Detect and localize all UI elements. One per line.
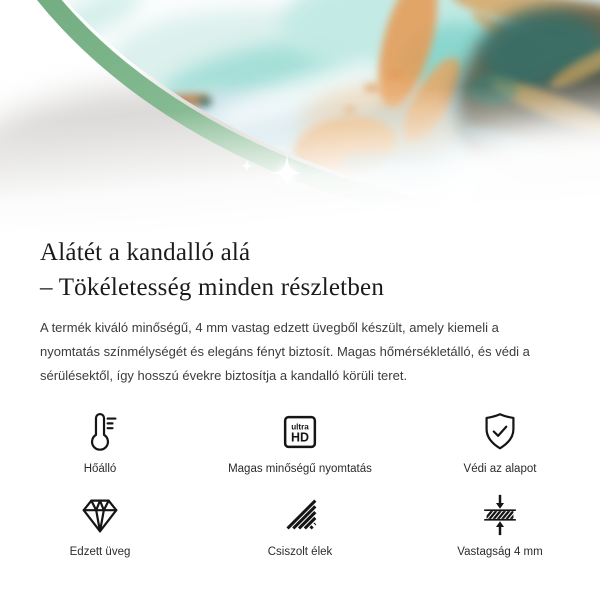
page-title-line1: Alátét a kandalló alá xyxy=(40,239,251,266)
thickness-icon xyxy=(477,492,523,538)
feature-thickness xyxy=(400,492,600,560)
diamond-icon xyxy=(77,492,123,538)
product-image xyxy=(0,0,600,232)
feature-print-quality xyxy=(200,409,400,477)
ultra-hd-icon xyxy=(277,409,323,455)
feature-label: Csiszolt élek xyxy=(267,546,333,558)
thermometer-icon xyxy=(77,409,123,455)
glass-mat-photo xyxy=(0,0,600,232)
feature-label: Magas minőségű nyomtatás xyxy=(228,463,372,475)
polished-edges-icon xyxy=(277,492,323,538)
feature-tempered-glass xyxy=(0,492,200,560)
product-description-section xyxy=(0,232,600,388)
page-title xyxy=(40,232,560,305)
feature-label: Edzett üveg xyxy=(69,546,131,558)
feature-heat-resistant xyxy=(0,409,200,477)
feature-protects-base xyxy=(400,409,600,477)
feature-polished-edges xyxy=(200,492,400,560)
feature-grid xyxy=(0,409,600,560)
shield-check-icon xyxy=(477,409,523,455)
product-description-text: A termék kiváló minőségű, 4 mm vastag edzett üvegből készült, amely kiemeli a nyomtatás színmélységét és elegáns fényt biztosít. Magas hőmérsékletálló, és védi a sérülésektől, így hosszú évekre biztosítja a kandalló körüli teret. xyxy=(40,320,530,383)
page-title-line2: – Tökéletesség minden részletben xyxy=(40,274,385,301)
feature-label: Vastagság 4 mm xyxy=(457,546,543,558)
svg-text:ultra: ultra xyxy=(291,422,309,432)
feature-label: Hőálló xyxy=(83,463,117,475)
svg-text:HD: HD xyxy=(291,430,309,445)
feature-label: Védi az alapot xyxy=(463,463,537,475)
